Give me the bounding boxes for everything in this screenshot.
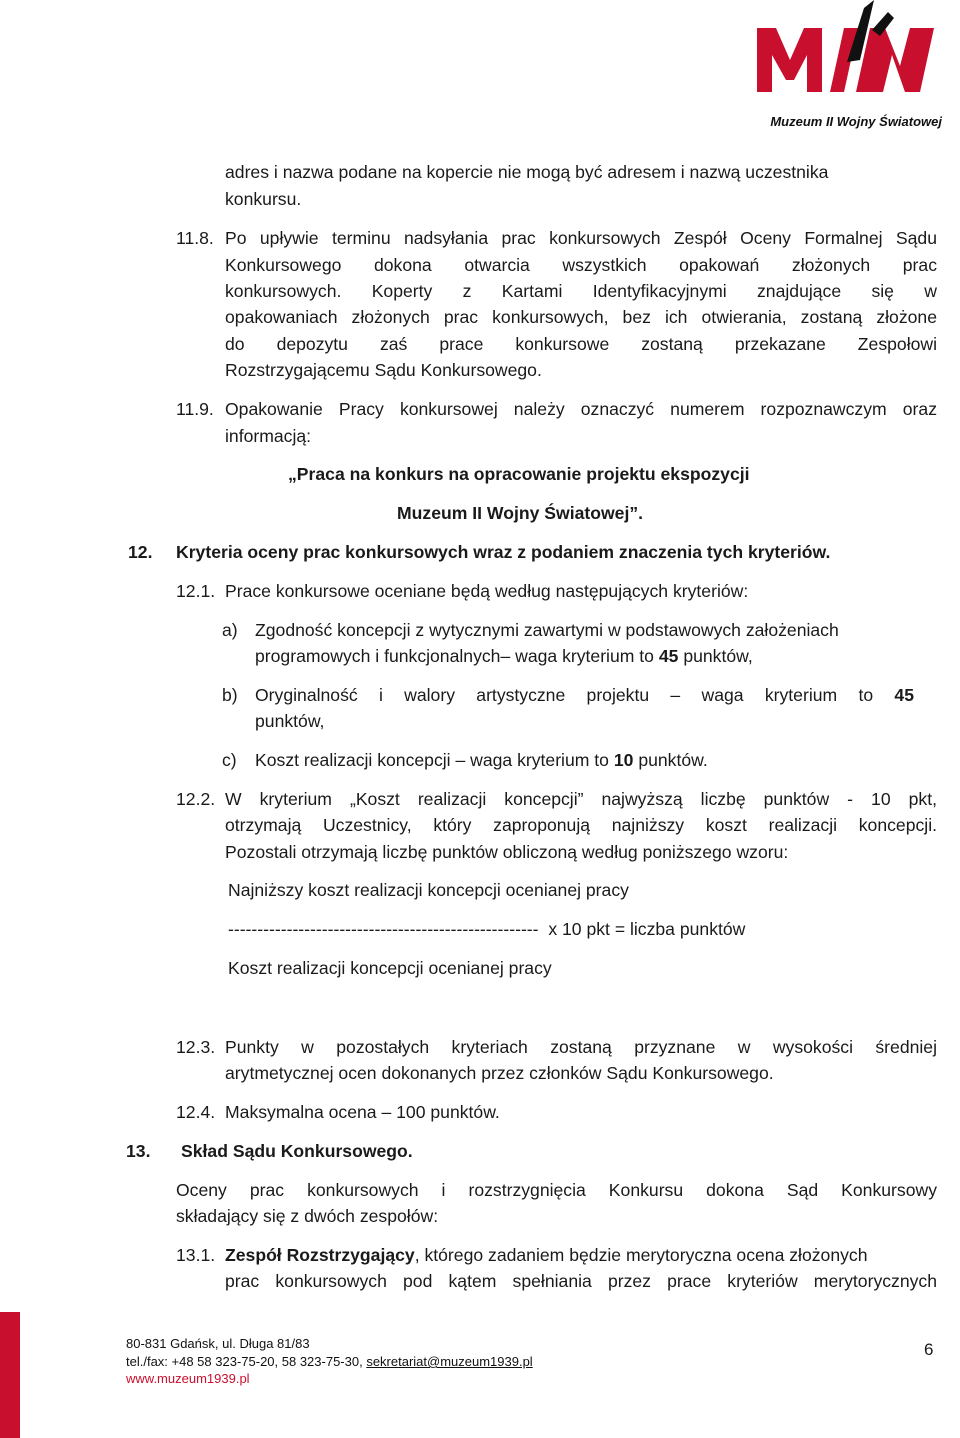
footer-address: 80-831 Gdańsk, ul. Długa 81/83: [126, 1336, 310, 1351]
museum-logo: [752, 0, 942, 135]
section-number: 12.1.: [176, 581, 216, 601]
list-marker: a): [222, 620, 238, 640]
text-line: prac konkursowych pod kątem spełniania przez prace kryteriów merytorycznych: [225, 1271, 937, 1291]
quoted-label: „Praca na konkurs na opracowanie projektu ekspozycji: [288, 464, 750, 484]
footer-contact: tel./fax: +48 58 323-75-20, 58 323-75-30, sekretariat@muzeum1939.pl: [126, 1354, 533, 1369]
text-line: konkursu.: [225, 189, 302, 209]
footer-email-link[interactable]: sekretariat@muzeum1939.pl: [366, 1354, 533, 1369]
footer-accent-bar: [0, 1312, 20, 1438]
section-number: 13.1.: [176, 1245, 216, 1265]
text-line: Po upływie terminu nadsyłania prac konkursowych Zespół Oceny Formalnej Sądu: [225, 228, 937, 248]
text-line: Opakowanie Pracy konkursowej należy oznaczyć numerem rozpoznawczym oraz: [225, 399, 937, 419]
quoted-label: Muzeum II Wojny Światowej”.: [397, 503, 644, 523]
section-number: 12.3.: [176, 1037, 216, 1057]
section-heading: Skład Sądu Konkursowego.: [181, 1141, 413, 1161]
text-line: Maksymalna ocena – 100 punktów.: [225, 1102, 500, 1122]
text-line: Oryginalność i walory artystyczne projektu – waga kryterium to 45: [255, 685, 914, 705]
section-number: 12.4.: [176, 1102, 216, 1122]
section-number: 11.8.: [176, 228, 214, 248]
text-line: Oceny prac konkursowych i rozstrzygnięcia Konkursu dokona Sąd Konkursowy: [176, 1180, 937, 1200]
formula-line: ----------------------------------------------------- x 10 pkt = liczba punktów: [228, 919, 746, 939]
text-line: W kryterium „Koszt realizacji koncepcji” najwyższą liczbę punktów - 10 pkt,: [225, 789, 937, 809]
section-number: 12.2.: [176, 789, 216, 809]
section-number: 13.: [126, 1141, 151, 1161]
text-line: Koszt realizacji koncepcji – waga kryterium to 10 punktów.: [255, 750, 708, 770]
text-line: Punkty w pozostałych kryteriach zostaną przyznane w wysokości średniej: [225, 1037, 937, 1057]
text-line: Prace konkursowe oceniane będą według następujących kryteriów:: [225, 581, 749, 601]
text-line: adres i nazwa podane na kopercie nie mogą być adresem i nazwą uczestnika: [225, 162, 829, 182]
logo-caption: Muzeum II Wojny Światowej: [770, 114, 942, 129]
section-number: 12.: [128, 542, 153, 562]
text-line: Zgodność koncepcji z wytycznymi zawartymi w podstawowych założeniach: [255, 620, 839, 640]
text-line: konkursowych. Koperty z Kartami Identyfikacyjnymi znajdujące się w: [225, 281, 937, 301]
text-line: informacją:: [225, 426, 312, 446]
text-line: arytmetycznej ocen dokonanych przez członków Sądu Konkursowego.: [225, 1063, 774, 1083]
formula-denominator: Koszt realizacji koncepcji ocenianej pracy: [228, 958, 552, 978]
text-line: opakowaniach złożonych prac konkursowych, bez ich otwierania, zostaną złożone: [225, 307, 937, 327]
list-marker: b): [222, 685, 238, 705]
text-line: Rozstrzygającemu Sądu Konkursowego.: [225, 360, 542, 380]
page-number: 6: [924, 1340, 934, 1359]
section-number: 11.9.: [176, 399, 214, 419]
text-line: składający się z dwóch zespołów:: [176, 1206, 439, 1226]
list-marker: c): [222, 750, 237, 770]
text-line: punktów,: [255, 711, 325, 731]
text-line: programowych i funkcjonalnych– waga kryterium to 45 punktów,: [255, 646, 753, 666]
text-line: otrzymają Uczestnicy, który zaproponują najniższy koszt realizacji koncepcji.: [225, 815, 937, 835]
section-heading: Kryteria oceny prac konkursowych wraz z podaniem znaczenia tych kryteriów.: [176, 542, 831, 562]
formula-numerator: Najniższy koszt realizacji koncepcji ocenianej pracy: [228, 880, 629, 900]
text-line: Pozostali otrzymają liczbę punktów obliczoną według poniższego wzoru:: [225, 842, 789, 862]
text-line: Konkursowego dokona otwarcia wszystkich opakowań złożonych prac: [225, 255, 937, 275]
text-line: Zespół Rozstrzygający, którego zadaniem będzie merytoryczna ocena złożonych: [225, 1245, 868, 1265]
text-line: do depozytu zaś prace konkursowe zostaną przekazane Zespołowi: [225, 334, 937, 354]
footer-website-link[interactable]: www.muzeum1939.pl: [126, 1371, 250, 1386]
